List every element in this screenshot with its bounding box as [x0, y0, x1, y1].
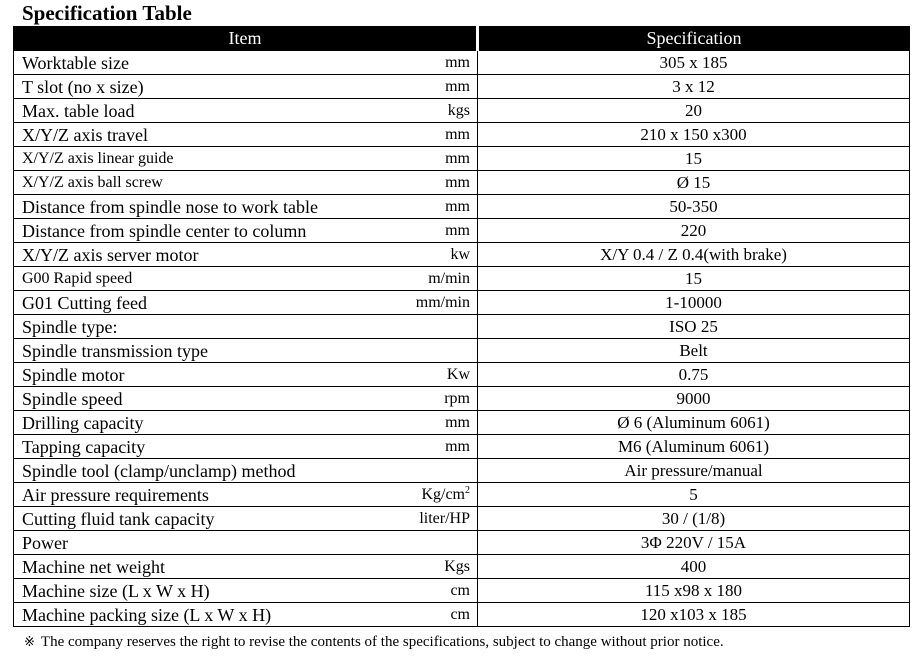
specification-value: ISO 25	[478, 315, 910, 339]
item-name: Spindle type:	[22, 316, 118, 337]
specification-value: 210 x 150 x300	[478, 123, 910, 147]
unit-text: mm	[445, 413, 470, 431]
item-cell	[14, 411, 478, 435]
unit-text: kgs	[447, 101, 470, 119]
specification-value: 9000	[478, 387, 910, 411]
item-cell	[14, 195, 478, 219]
table-row	[14, 387, 910, 411]
specification-value: 0.75	[478, 363, 910, 387]
specification-value: 20	[478, 99, 910, 123]
table-row	[14, 171, 910, 195]
page-title: Specification Table	[22, 1, 192, 25]
specification-table	[13, 26, 910, 627]
item-cell	[14, 483, 478, 507]
reference-mark-icon: ※	[24, 635, 35, 650]
item-unit	[419, 508, 470, 530]
item-name: X/Y/Z axis travel	[22, 124, 148, 145]
item-name: Machine packing size (L x W x H)	[22, 604, 272, 625]
item-cell	[14, 603, 478, 627]
specification-value: X/Y 0.4 / Z 0.4(with brake)	[478, 243, 910, 267]
item-cell	[14, 219, 478, 243]
item-name: Spindle speed	[22, 388, 123, 409]
unit-text: Kgs	[444, 557, 470, 575]
column-header-specification: Specification	[478, 27, 910, 51]
item-cell	[14, 267, 478, 291]
item-unit	[445, 124, 470, 146]
unit-text: mm	[445, 221, 470, 239]
specification-value: 220	[478, 219, 910, 243]
table-row	[14, 555, 910, 579]
item-cell	[14, 315, 478, 339]
footnote	[24, 632, 724, 653]
item-cell	[14, 555, 478, 579]
table-row	[14, 243, 910, 267]
item-name: Cutting fluid tank capacity	[22, 508, 215, 529]
footnote-text: The company reserves the right to revise the contents of the specifications, subject to change without prior notice.	[40, 634, 724, 650]
specification-value: 15	[478, 267, 910, 291]
item-unit	[445, 196, 470, 218]
item-unit	[428, 268, 470, 290]
unit-text: mm	[445, 53, 470, 71]
item-name: X/Y/Z axis server motor	[22, 244, 199, 265]
item-name: Distance from spindle nose to work table	[22, 196, 318, 217]
item-unit	[445, 148, 470, 170]
item-name: Drilling capacity	[22, 412, 144, 433]
table-row	[14, 195, 910, 219]
item-cell	[14, 75, 478, 99]
item-unit	[445, 172, 470, 194]
item-unit	[445, 220, 470, 242]
table-row	[14, 579, 910, 603]
item-unit	[444, 388, 470, 410]
table-row	[14, 51, 910, 75]
unit-text: mm/min	[415, 293, 470, 311]
item-unit	[421, 484, 470, 506]
table-row	[14, 339, 910, 363]
item-cell	[14, 171, 478, 195]
specification-value: 3 x 12	[478, 75, 910, 99]
table-row	[14, 147, 910, 171]
item-unit	[450, 580, 470, 602]
table-row	[14, 435, 910, 459]
item-name: Spindle transmission type	[22, 340, 208, 361]
specification-value: 115 x98 x 180	[478, 579, 910, 603]
specification-value: 50-350	[478, 195, 910, 219]
table-row	[14, 531, 910, 555]
item-name: X/Y/Z axis linear guide	[22, 149, 174, 167]
unit-text: kw	[450, 245, 470, 263]
unit-text: cm	[450, 581, 470, 599]
item-cell	[14, 435, 478, 459]
table-row	[14, 267, 910, 291]
item-unit	[450, 604, 470, 626]
item-cell	[14, 459, 478, 483]
item-unit	[444, 556, 470, 578]
item-unit	[445, 52, 470, 74]
table-header-row	[14, 27, 910, 51]
item-name: X/Y/Z axis ball screw	[22, 173, 163, 191]
table-row	[14, 483, 910, 507]
item-unit	[450, 244, 470, 266]
specification-value: Ø 15	[478, 171, 910, 195]
item-unit	[445, 76, 470, 98]
item-name: Spindle tool (clamp/unclamp) method	[22, 460, 296, 481]
specification-value: Belt	[478, 339, 910, 363]
unit-text: m/min	[428, 269, 470, 287]
unit-text: mm	[445, 149, 470, 167]
item-name: Machine size (L x W x H)	[22, 580, 210, 601]
item-unit	[445, 436, 470, 458]
unit-text: mm	[445, 437, 470, 455]
specification-value: 5	[478, 483, 910, 507]
unit-text: mm	[445, 173, 470, 191]
item-name: Worktable size	[22, 52, 130, 73]
table-body	[14, 51, 910, 627]
item-cell	[14, 147, 478, 171]
item-cell	[14, 531, 478, 555]
specification-value: 1-10000	[478, 291, 910, 315]
specification-value: 30 / (1/8)	[478, 507, 910, 531]
unit-text: rpm	[444, 389, 470, 407]
item-unit	[447, 364, 470, 386]
item-cell	[14, 363, 478, 387]
unit-text: Kg/cm	[421, 485, 465, 503]
unit-text: mm	[445, 77, 470, 95]
item-cell	[14, 507, 478, 531]
specification-value: M6 (Aluminum 6061)	[478, 435, 910, 459]
unit-text: mm	[445, 125, 470, 143]
specification-value: 305 x 185	[478, 51, 910, 75]
unit-text: Kw	[446, 365, 470, 383]
specification-value: 120 x103 x 185	[478, 603, 910, 627]
unit-text: liter/HP	[419, 509, 470, 527]
table-row	[14, 507, 910, 531]
specification-value: 400	[478, 555, 910, 579]
item-name: Distance from spindle center to column	[22, 220, 307, 241]
item-cell	[14, 123, 478, 147]
specification-value: Ø 6 (Aluminum 6061)	[478, 411, 910, 435]
item-unit	[448, 100, 470, 122]
specification-value: 15	[478, 147, 910, 171]
table-row	[14, 75, 910, 99]
unit-text: cm	[450, 605, 470, 623]
table-row	[14, 219, 910, 243]
table-row	[14, 315, 910, 339]
table-row	[14, 123, 910, 147]
column-header-item: Item	[14, 27, 478, 51]
item-name: Tapping capacity	[22, 436, 146, 457]
unit-superscript: 2	[465, 484, 470, 496]
item-cell	[14, 243, 478, 267]
table-row	[14, 459, 910, 483]
table-row	[14, 603, 910, 627]
item-cell	[14, 51, 478, 75]
item-name: G00 Rapid speed	[22, 269, 133, 287]
item-cell	[14, 387, 478, 411]
unit-text: mm	[445, 197, 470, 215]
specification-value: Air pressure/manual	[478, 459, 910, 483]
table-row	[14, 363, 910, 387]
item-name: Power	[22, 532, 68, 553]
table-row	[14, 291, 910, 315]
table-row	[14, 411, 910, 435]
item-name: Max. table load	[22, 100, 135, 121]
item-name: T slot (no x size)	[22, 76, 144, 97]
item-cell	[14, 579, 478, 603]
item-name: Air pressure requirements	[22, 484, 209, 505]
item-cell	[14, 99, 478, 123]
specification-value: 3Φ 220V / 15A	[478, 531, 910, 555]
item-unit	[445, 412, 470, 434]
item-name: G01 Cutting feed	[22, 292, 147, 313]
item-name: Spindle motor	[22, 364, 125, 385]
item-cell	[14, 291, 478, 315]
item-cell	[14, 339, 478, 363]
table-row	[14, 99, 910, 123]
item-unit	[416, 292, 470, 314]
item-name: Machine net weight	[22, 556, 165, 577]
